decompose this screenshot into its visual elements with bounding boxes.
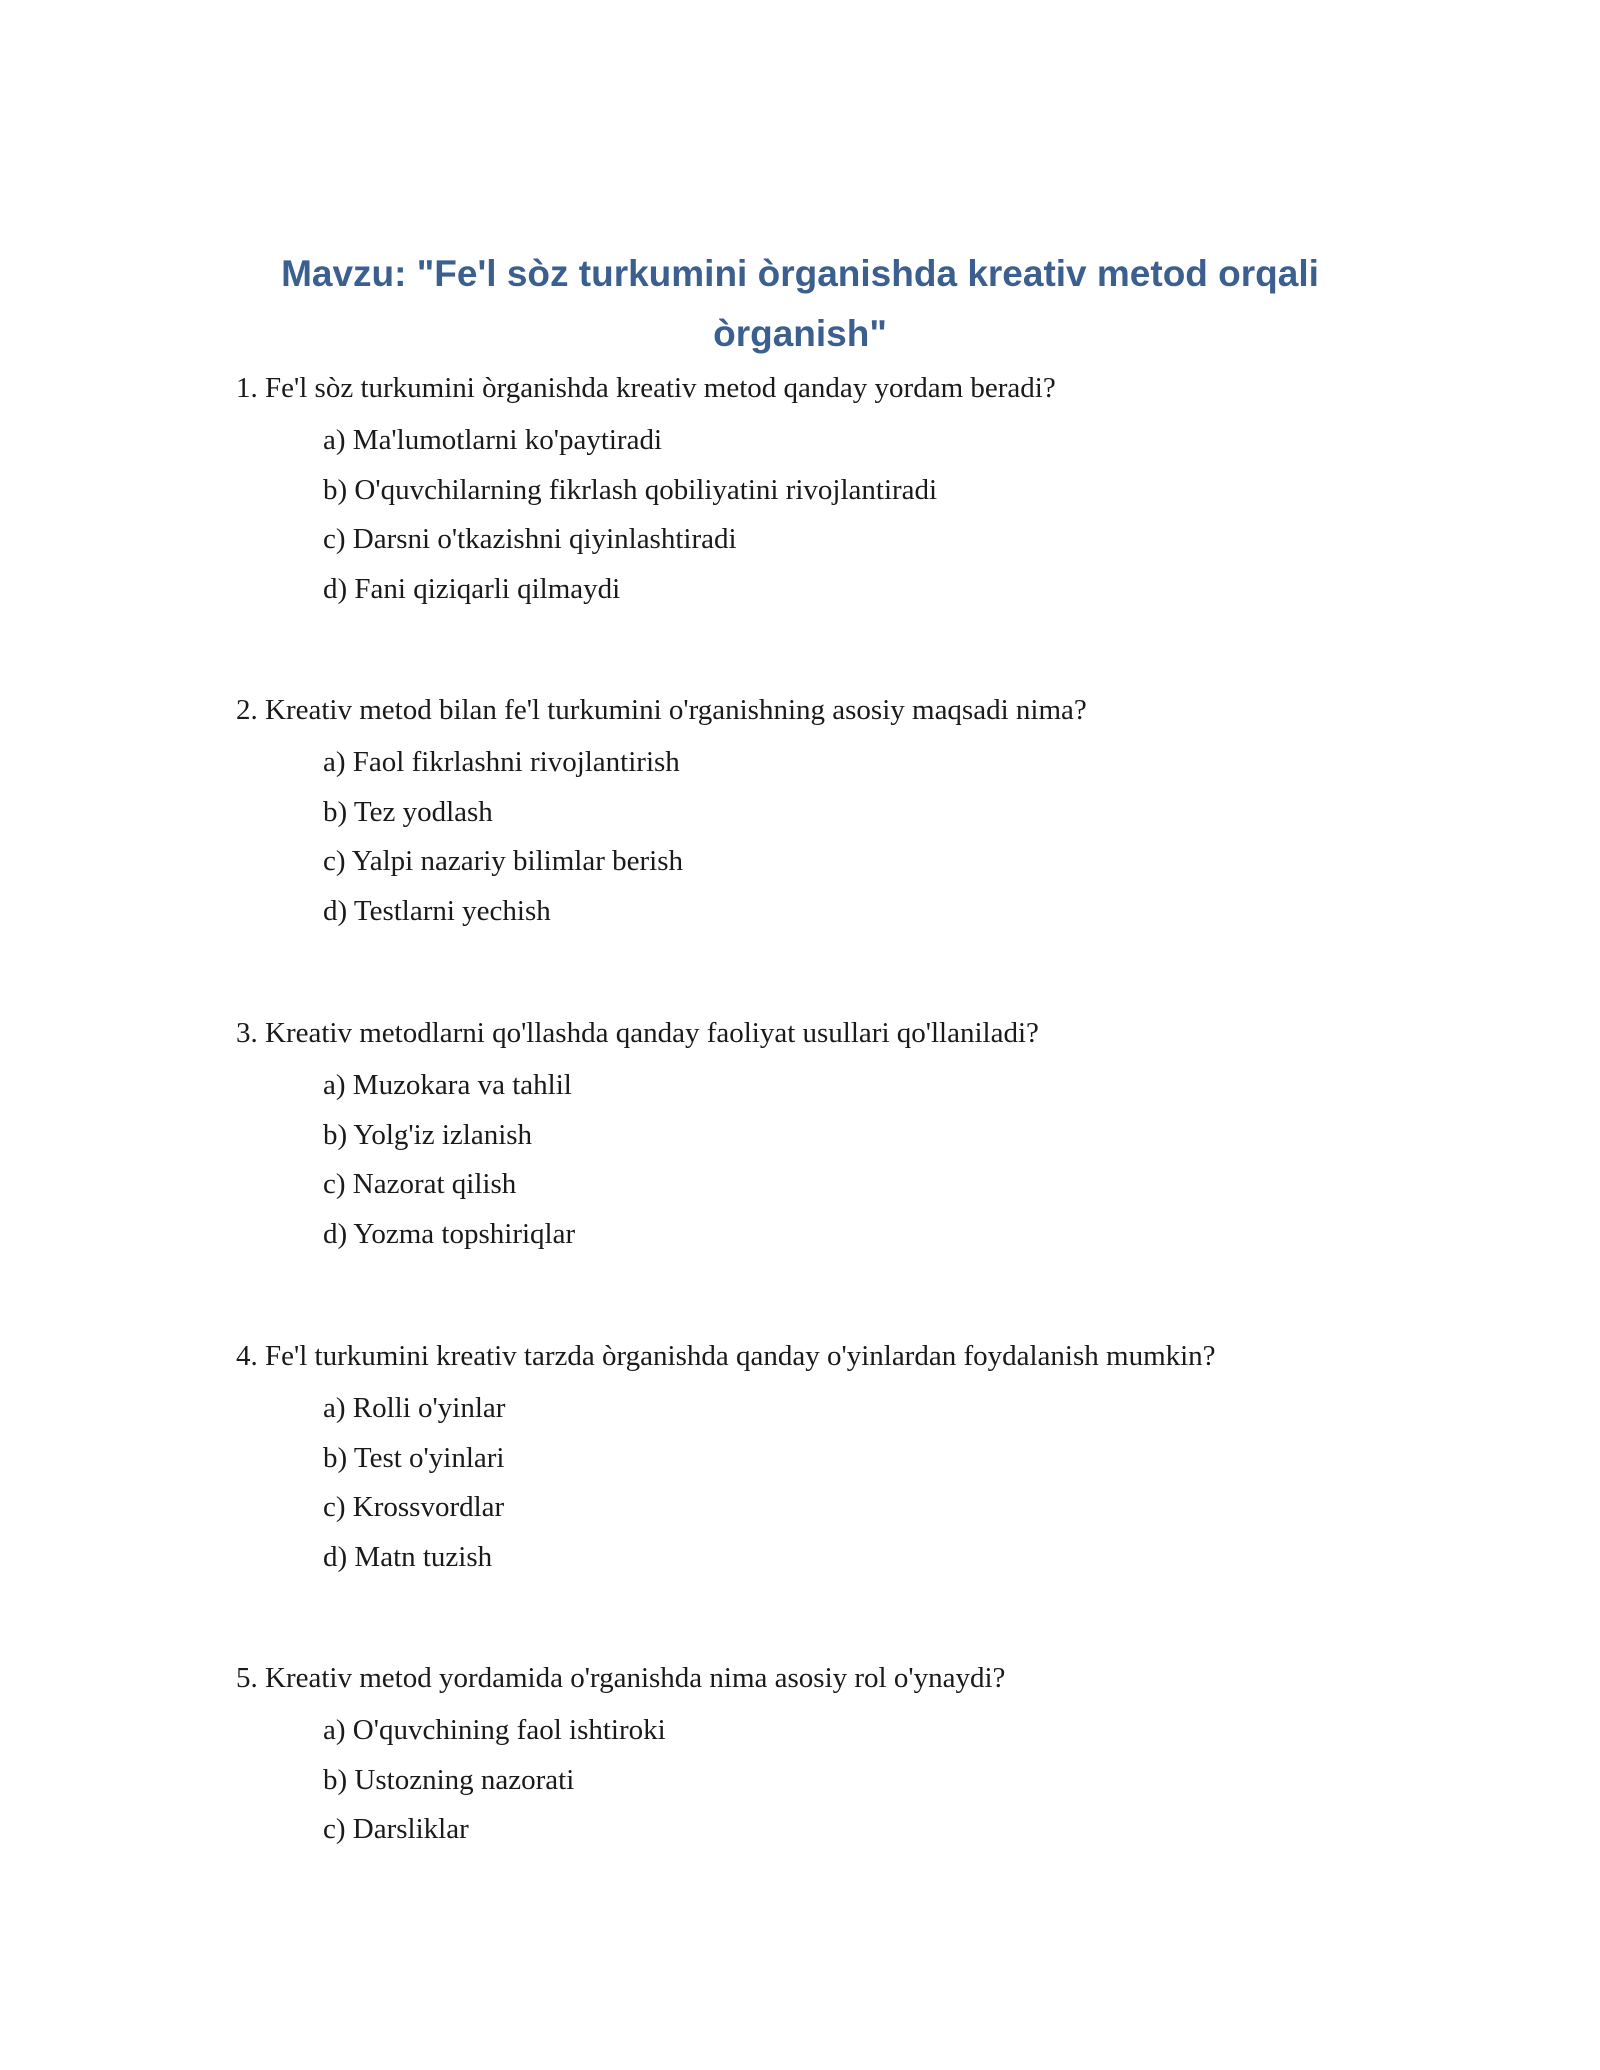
answer-option: c) Yalpi nazariy bilimlar berish xyxy=(323,845,683,877)
answer-option: d) Fani qiziqarli qilmaydi xyxy=(323,572,621,605)
answer-option: b) Tez yodlash xyxy=(323,795,493,828)
question-3 xyxy=(236,1011,1436,1259)
question-text: 2. Kreativ metod bilan fe'l turkumini o'rganishning asosiy maqsadi nima? xyxy=(236,694,1087,726)
question-5 xyxy=(236,1656,1436,1855)
answer-option: b) O'quvchilarning fikrlash qobiliyatini rivojlantiradi xyxy=(323,473,938,506)
answer-options xyxy=(323,416,1436,614)
document-title: Mavzu: "Fe'l sòz turkumini òrganishda kreativ metod orqali òrganish" xyxy=(281,253,1319,354)
answer-options xyxy=(323,1706,1436,1855)
answer-option: c) Nazorat qilish xyxy=(323,1168,517,1200)
answer-option: c) Krossvordlar xyxy=(323,1491,505,1523)
answer-option: c) Darsni o'tkazishni qiyinlashtiradi xyxy=(323,523,737,555)
answer-options xyxy=(323,1384,1436,1582)
question-text: 1. Fe'l sòz turkumini òrganishda kreativ metod qanday yordam beradi? xyxy=(236,372,1056,404)
question-2 xyxy=(236,688,1436,936)
answer-option: b) Test o'yinlari xyxy=(323,1441,505,1474)
question-text: 4. Fe'l turkumini kreativ tarzda òrganishda qanday o'yinlardan foydalanish mumkin? xyxy=(236,1340,1216,1372)
answer-options xyxy=(323,1061,1436,1259)
answer-option: b) Yolg'iz izlanish xyxy=(323,1118,533,1151)
answer-option: b) Ustozning nazorati xyxy=(323,1763,575,1796)
answer-option: d) Yozma topshiriqlar xyxy=(323,1217,576,1250)
answer-option: a) Rolli o'yinlar xyxy=(323,1392,506,1424)
answer-option: d) Matn tuzish xyxy=(323,1540,493,1573)
answer-option: a) O'quvchining faol ishtiroki xyxy=(323,1714,666,1746)
answer-option: a) Muzokara va tahlil xyxy=(323,1069,572,1101)
answer-options xyxy=(323,738,1436,936)
question-1 xyxy=(236,366,1436,614)
answer-option: d) Testlarni yechish xyxy=(323,894,551,927)
question-4 xyxy=(236,1334,1436,1582)
answer-option: a) Faol fikrlashni rivojlantirish xyxy=(323,746,680,778)
question-text: 5. Kreativ metod yordamida o'rganishda nima asosiy rol o'ynaydi? xyxy=(236,1662,1006,1694)
question-text: 3. Kreativ metodlarni qo'llashda qanday faoliyat usullari qo'llaniladi? xyxy=(236,1017,1039,1049)
answer-option: a) Ma'lumotlarni ko'paytiradi xyxy=(323,424,663,456)
answer-option: c) Darsliklar xyxy=(323,1813,469,1845)
